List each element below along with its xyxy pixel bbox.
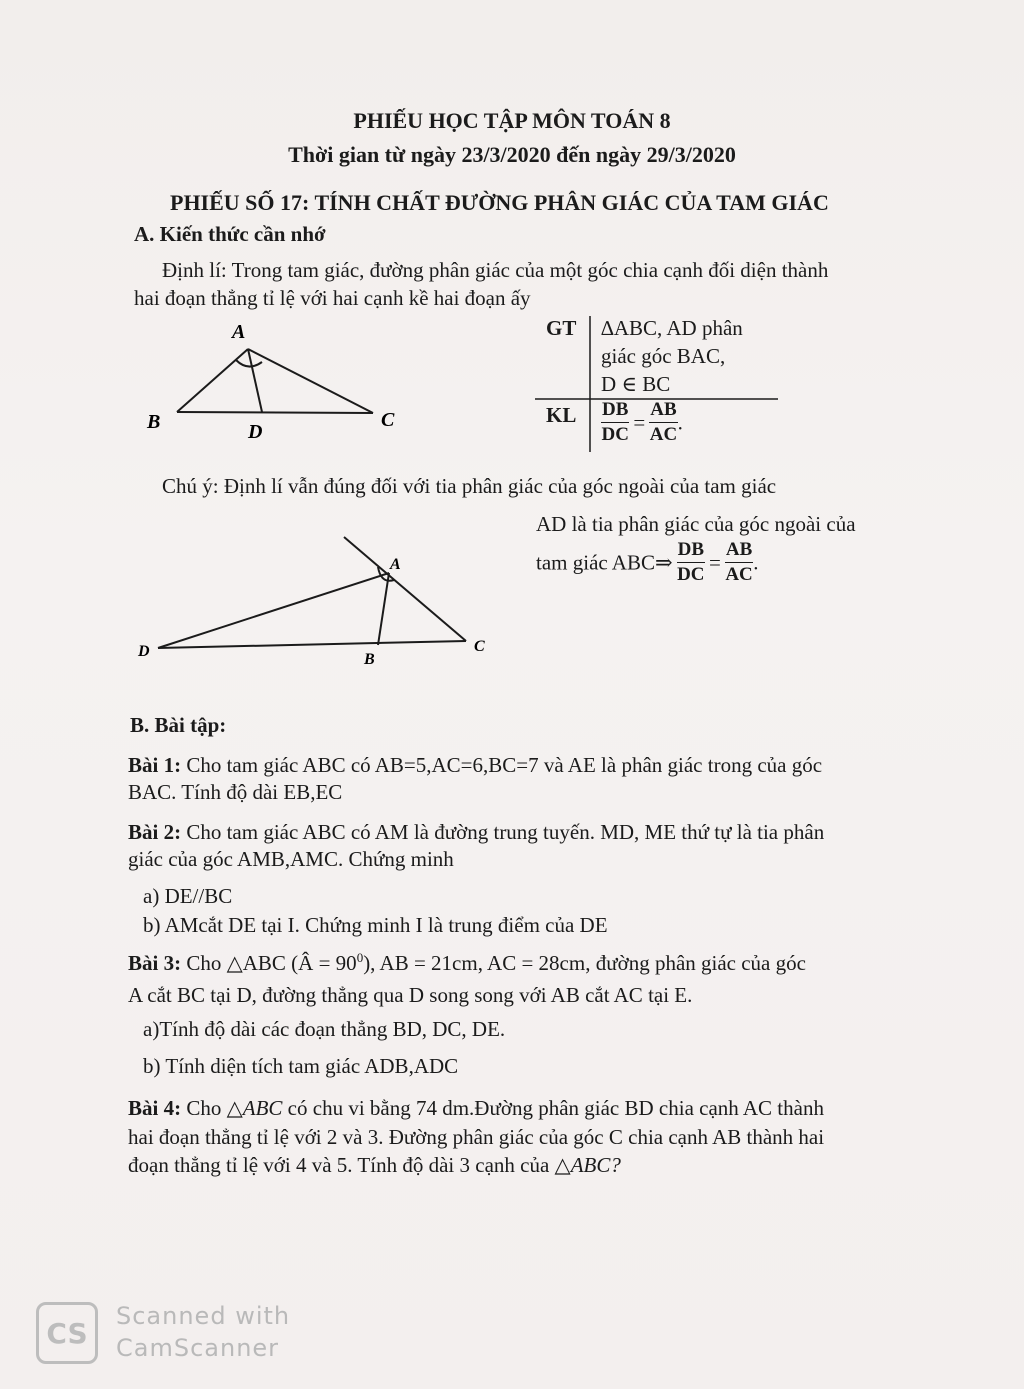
fig2-line-da <box>158 573 389 648</box>
kl-fraction-db-dc <box>601 400 629 446</box>
bai3-item-b: b) Tính diện tích tam giác ADB,ADC <box>143 1054 459 1078</box>
fig1-side-bc <box>177 412 373 413</box>
table-kl-equation <box>601 400 683 446</box>
bai2-line-2: giác của góc AMB,AMC. Chứng minh <box>128 847 454 871</box>
note-den-dc: DC <box>677 563 705 585</box>
table-gt-line-3: D ∈ BC <box>601 372 671 396</box>
fig1-label-d: D <box>248 421 263 443</box>
fig1-bisector-ad <box>248 349 262 412</box>
bai4-triangle-1: △ABC <box>226 1096 283 1120</box>
kl-num-ab: AB <box>649 400 677 423</box>
kl-num-db: DB <box>601 400 629 423</box>
watermark-line-1: Scanned with <box>116 1302 291 1330</box>
sheet-title: PHIẾU SỐ 17: TÍNH CHẤT ĐƯỜNG PHÂN GIÁC CỦA TAM GIÁC <box>170 190 829 215</box>
table-gt-line-1: ∆ABC, AD phân <box>601 316 743 340</box>
page-title: PHIẾU HỌC TẬP MÔN TOÁN 8 <box>353 108 671 133</box>
bai4-text-post: có chu vi bằng 74 dm.Đường phân giác BD chia cạnh AC thành <box>282 1096 824 1120</box>
watermark-line-2: CamScanner <box>116 1334 280 1362</box>
note-right-line-2: tam giác ABC⇒ <box>536 550 673 575</box>
note-fraction-ab-ac <box>725 540 753 586</box>
table-kl-label: KL <box>546 403 577 427</box>
bai4-line-3 <box>128 1153 621 1178</box>
bai2-item-a: a) DE//BC <box>143 884 233 908</box>
fig2-line-ac-extended <box>344 537 466 641</box>
kl-den-ac: AC <box>649 423 678 445</box>
table-gt-label: GT <box>546 316 577 340</box>
fig2-line-ab <box>378 573 389 645</box>
fig1-side-ac <box>248 349 373 413</box>
fig1-label-a: A <box>232 321 246 343</box>
bai1-line-2: BAC. Tính độ dài EB,EC <box>128 780 343 804</box>
bai3-text-post: ), AB = 21cm, AC = 28cm, đường phân giác của góc <box>363 951 806 975</box>
bai1-label: Bài 1: <box>128 753 182 777</box>
table-gt-line-2: giác góc BAC, <box>601 344 726 368</box>
note-num-db: DB <box>677 540 705 563</box>
kl-fraction-ab-ac <box>649 400 677 446</box>
bai3-item-a: a)Tính độ dài các đoạn thẳng BD, DC, DE. <box>143 1017 506 1041</box>
bai4-label: Bài 4: <box>128 1096 182 1120</box>
bai3-text-pre: Cho △ABC (Â = 90 <box>181 951 357 975</box>
bai3-line-1 <box>128 950 806 976</box>
kl-equals: = <box>633 410 646 435</box>
fig2-label-c: C <box>474 638 485 655</box>
bai1-text-1: Cho tam giác ABC có AB=5,AC=6,BC=7 và AE là phân giác trong của góc <box>181 753 823 777</box>
note-equals: = <box>709 550 721 575</box>
page-subtitle: Thời gian từ ngày 23/3/2020 đến ngày 29/3/2020 <box>288 142 736 167</box>
bai2-item-b: b) AMcắt DE tại I. Chứng minh I là trung điểm của DE <box>143 913 608 937</box>
bai2-text-1: Cho tam giác ABC có AM là đường trung tuyến. MD, ME thứ tự là tia phân <box>181 820 825 844</box>
section-b-heading: B. Bài tập: <box>130 713 227 737</box>
bai4-line-1 <box>128 1096 824 1121</box>
note-period: . <box>753 550 759 575</box>
bai2-label: Bài 2: <box>128 820 182 844</box>
fig2-label-d: D <box>138 643 150 660</box>
bai4-text-pre: Cho <box>181 1096 227 1120</box>
fig1-angle-arc <box>236 360 262 367</box>
fig2-label-b: B <box>364 651 375 668</box>
note-right-equation <box>536 540 759 586</box>
theorem-line-2: hai đoạn thẳng tỉ lệ với hai cạnh kề hai đoạn ấy <box>134 286 531 310</box>
fig1-side-ab <box>177 349 248 412</box>
fig1-label-b: B <box>147 411 161 433</box>
note-num-ab: AB <box>725 540 753 563</box>
bai4-triangle-2: △ABC? <box>554 1153 621 1177</box>
camscanner-logo: CS <box>36 1302 98 1364</box>
fig2-label-a: A <box>390 556 401 573</box>
fig1-label-c: C <box>381 409 395 431</box>
bai1-line-1 <box>128 753 822 778</box>
note-text: Chú ý: Định lí vẫn đúng đối với tia phân giác của góc ngoài của tam giác <box>162 474 777 498</box>
bai4-line-2: hai đoạn thẳng tỉ lệ với 2 và 3. Đường phân giác của góc C chia cạnh AB thành hai <box>128 1125 825 1149</box>
bai2-line-1 <box>128 820 824 845</box>
kl-den-dc: DC <box>601 423 629 445</box>
bai3-degree-sup: 0 <box>356 950 364 965</box>
theorem-line-1: Định lí: Trong tam giác, đường phân giác của một góc chia cạnh đối diện thành <box>162 258 829 282</box>
bai3-label: Bài 3: <box>128 951 182 975</box>
note-right-line-1: AD là tia phân giác của góc ngoài của <box>536 512 856 536</box>
kl-period: . <box>677 410 683 435</box>
bai4-text-3: đoạn thẳng tỉ lệ với 4 và 5. Tính độ dài 3 cạnh của <box>128 1153 555 1177</box>
note-den-ac: AC <box>725 563 753 585</box>
section-a-heading: A. Kiến thức cần nhớ <box>134 222 326 246</box>
fig2-line-dc <box>158 641 466 648</box>
note-fraction-db-dc <box>677 540 705 586</box>
bai3-line-2: A cắt BC tại D, đường thẳng qua D song song với AB cắt AC tại E. <box>128 983 693 1007</box>
